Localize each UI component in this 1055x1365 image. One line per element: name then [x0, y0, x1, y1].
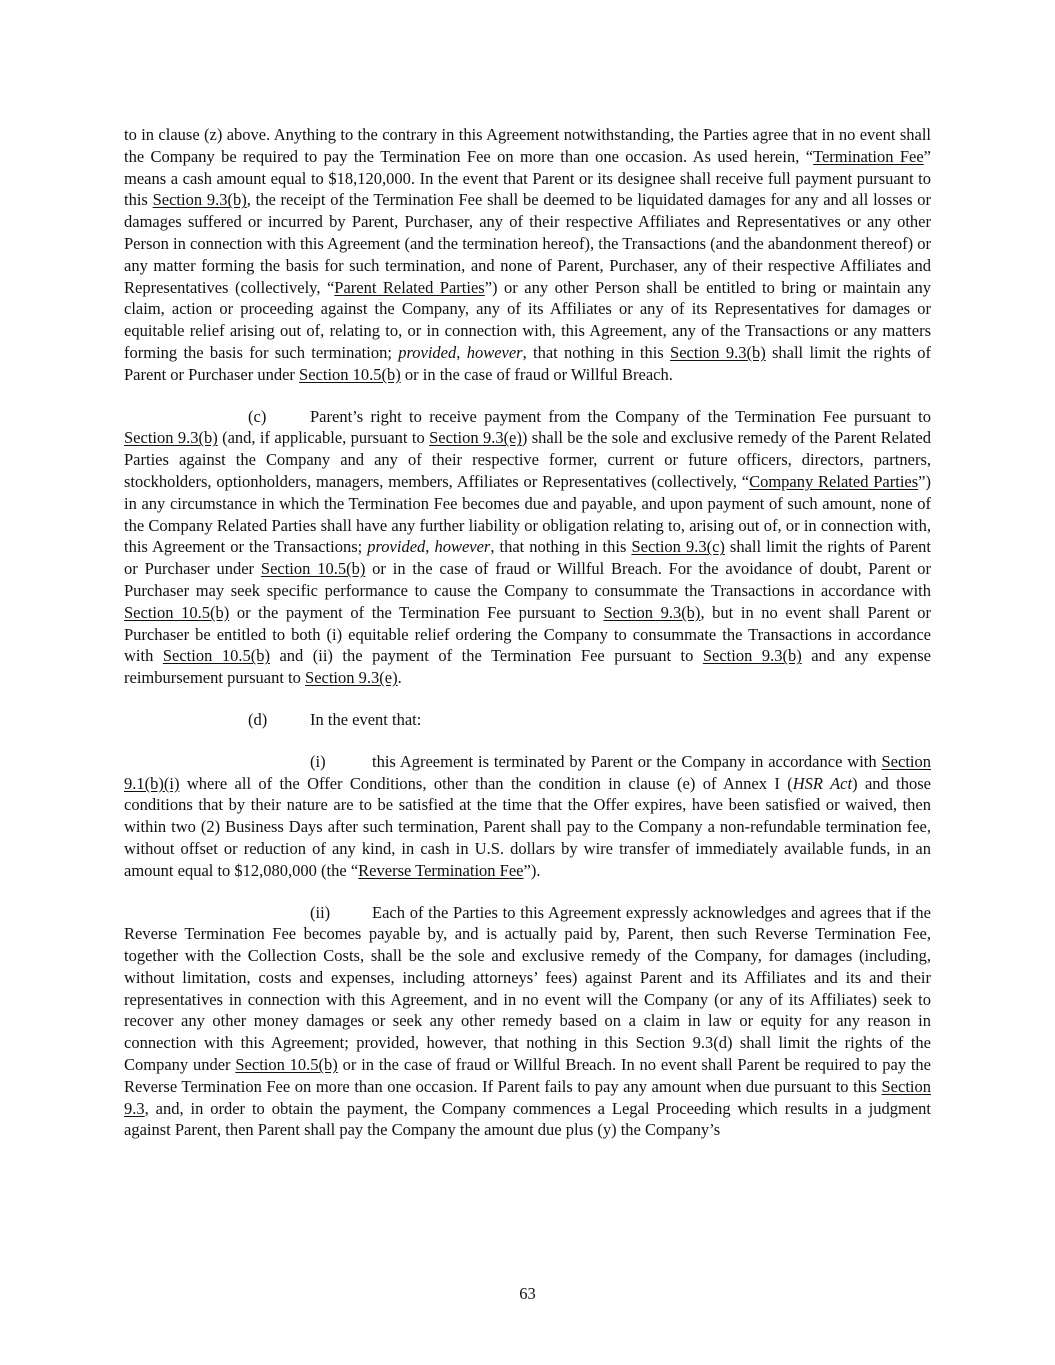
- section-reference: Section 10.5(b): [260, 559, 366, 579]
- text-run: to in clause (z) above. Anything to the contrary in this Agreement notwithstanding, the Parties agree that in no event shall the Company be required to pay the Termination Fee on more than one occasion. As used herein, “: [124, 125, 931, 166]
- text-run: Each of the Parties to this Agreement expressly acknowledges and agrees that if the Reverse Termination Fee becomes payable by, and is actually paid by, Parent, then such Reverse Termination Fee, together with the Collection Costs, shall be the sole and exclusive remedy of the Company, for damages (including, without limitation, costs and expenses, including attorneys’ fees) against Parent and its Affiliates and its and their representatives in connection with this Agreement, and in no event will the Company (or any of its Affiliates) seek to recover any other money damages or seek any other remedy based on a claim in law or equity for any reason in connection with this Agreement; provided, however, that nothing in this Section 9.3(d) shall limit the rights of the Company under: [124, 902, 931, 1075]
- paragraph-c: [124, 406, 931, 689]
- italic-term: HSR Act: [792, 773, 853, 793]
- page-number: 63: [519, 1284, 536, 1303]
- italic-term: however: [434, 537, 491, 557]
- text-run: (and, if applicable, pursuant to: [217, 428, 430, 448]
- italic-term: however: [466, 342, 523, 362]
- section-reference: Section 9.3(b): [670, 342, 766, 362]
- defined-term: Parent Related Parties: [334, 277, 485, 297]
- section-reference: Section 9.3(b): [603, 602, 701, 622]
- defined-term: Reverse Termination Fee: [358, 860, 524, 880]
- section-reference: Section 9.3(c): [631, 537, 725, 557]
- section-reference: Section 10.5(b): [235, 1055, 338, 1075]
- section-reference: Section 9.3(e): [429, 428, 522, 448]
- defined-term: Company Related Parties: [749, 471, 919, 491]
- text-run: shall limit the rights of Parent or Purchaser under: [124, 342, 931, 384]
- italic-term: provided: [367, 537, 426, 557]
- text-run: ”).: [523, 860, 541, 880]
- text-run: this Agreement is terminated by Parent or the Company in accordance with: [372, 751, 882, 771]
- section-reference: Section 10.5(b): [299, 364, 401, 384]
- clause-label: (c): [248, 406, 267, 426]
- clause-label: (d): [248, 709, 268, 729]
- clause-label: (i): [310, 751, 326, 771]
- section-reference: Section 9.3(b): [702, 646, 802, 666]
- text-run: where all of the Offer Conditions, other than the condition in clause (e) of Annex I (: [179, 773, 793, 793]
- text-run: and (ii) the payment of the Termination Fee pursuant to: [269, 646, 703, 666]
- section-reference: Section 10.5(b): [124, 602, 230, 622]
- text-run: ” means a cash amount equal to $18,120,000. In the event that Parent or its designee shall receive full payment pursuant to this: [124, 146, 931, 210]
- paragraph-termination-fee: [124, 124, 931, 386]
- text-run: or in the case of fraud or Willful Breach. In no event shall Parent be required to pay the Reverse Termination Fee on more than one occasion. If Parent fails to pay any amount when due pursuant to this: [124, 1055, 932, 1096]
- text-run: ) shall be the sole and exclusive remedy of the Parent Related Parties against the Company and any of their respective former, current or future officers, directors, partners, stockholders, optionholders, managers, members, Affiliates or Representatives (collectively, “: [124, 428, 932, 491]
- paragraph-d: [124, 709, 931, 731]
- text-run: shall limit the rights of Parent or Purchaser under: [124, 537, 931, 579]
- section-reference: Section 9.3: [124, 1076, 931, 1118]
- paragraph-d-i: [124, 751, 931, 882]
- text-run: , but in no event shall Parent or Purchaser be entitled to both (i) equitable relief ordering the Company to consummate the Transactions in accordance with: [124, 602, 931, 666]
- text-run: , that nothing in this: [490, 537, 632, 557]
- text-run: or in the case of fraud or Willful Breach. For the avoidance of doubt, Parent or Purchaser may seek specific performance to cause the Company to consummate the Transactions in accordance with: [124, 559, 932, 600]
- section-reference: Section 9.3(b): [124, 428, 218, 448]
- text-run: ,: [425, 537, 435, 557]
- text-run: In the event that:: [310, 709, 422, 729]
- section-reference: Section 9.3(b): [152, 190, 247, 210]
- text-run: or in the case of fraud or Willful Breach.: [400, 364, 673, 384]
- defined-term: Termination Fee: [813, 146, 924, 166]
- text-run: , that nothing in this: [522, 342, 671, 362]
- text-run: , the receipt of the Termination Fee shall be deemed to be liquidated damages for any and all losses or damages suffered or incurred by Parent, Purchaser, any of their respective Affiliates and Representatives or any other Person in connection with this Agreement (and the termination hereof), the Transactions (and the abandonment thereof) or any matter forming the basis for such termination, and none of Parent, Purchaser, any of their respective Affiliates and Representatives (collectively, “: [124, 190, 931, 297]
- text-run: ) and those conditions that by their nature are to be satisfied at the time that the Offer expires, have been satisfied or waived, then within two (2) Business Days after such termination, Parent shall pay to the Company a non-refundable termination fee, without offset or reduction of any kind, in cash in U.S. dollars by wire transfer of immediately available funds, in an amount equal to $12,080,000 (the “: [124, 773, 931, 880]
- text-run: ”) or any other Person shall be entitled to bring or maintain any claim, action or proceeding against the Company, any of its Affiliates or any of its Representatives for damages or equitable relief arising out of, relating to, or in connection with, this Agreement, any of the Transactions or any matters forming the basis for such termination;: [124, 277, 931, 362]
- paragraph-d-ii: [124, 902, 931, 1142]
- section-reference: Section 10.5(b): [162, 646, 270, 666]
- italic-term: provided: [398, 342, 457, 362]
- text-run: Parent’s right to receive payment from the Company of the Termination Fee pursuant to: [310, 406, 931, 426]
- section-reference: Section 9.1(b)(i): [124, 751, 931, 793]
- text-run: ,: [456, 342, 467, 362]
- text-run: .: [397, 668, 402, 688]
- text-run: , and, in order to obtain the payment, the Company commences a Legal Proceeding which results in a judgment against Parent, then Parent shall pay the Company the amount due plus (y) the Company’s: [124, 1098, 931, 1140]
- document-page: [124, 124, 931, 1141]
- clause-label: (ii): [310, 902, 331, 922]
- text-run: ”) in any circumstance in which the Termination Fee becomes due and payable, and upon payment of such amount, none of the Company Related Parties shall have any further liability or obligation relating to, arising out of, or in connection with, this Agreement or the Transactions;: [124, 471, 931, 557]
- text-run: and any expense reimbursement pursuant to: [124, 646, 931, 688]
- section-reference: Section 9.3(e): [305, 668, 398, 688]
- text-run: or the payment of the Termination Fee pursuant to: [229, 602, 604, 622]
